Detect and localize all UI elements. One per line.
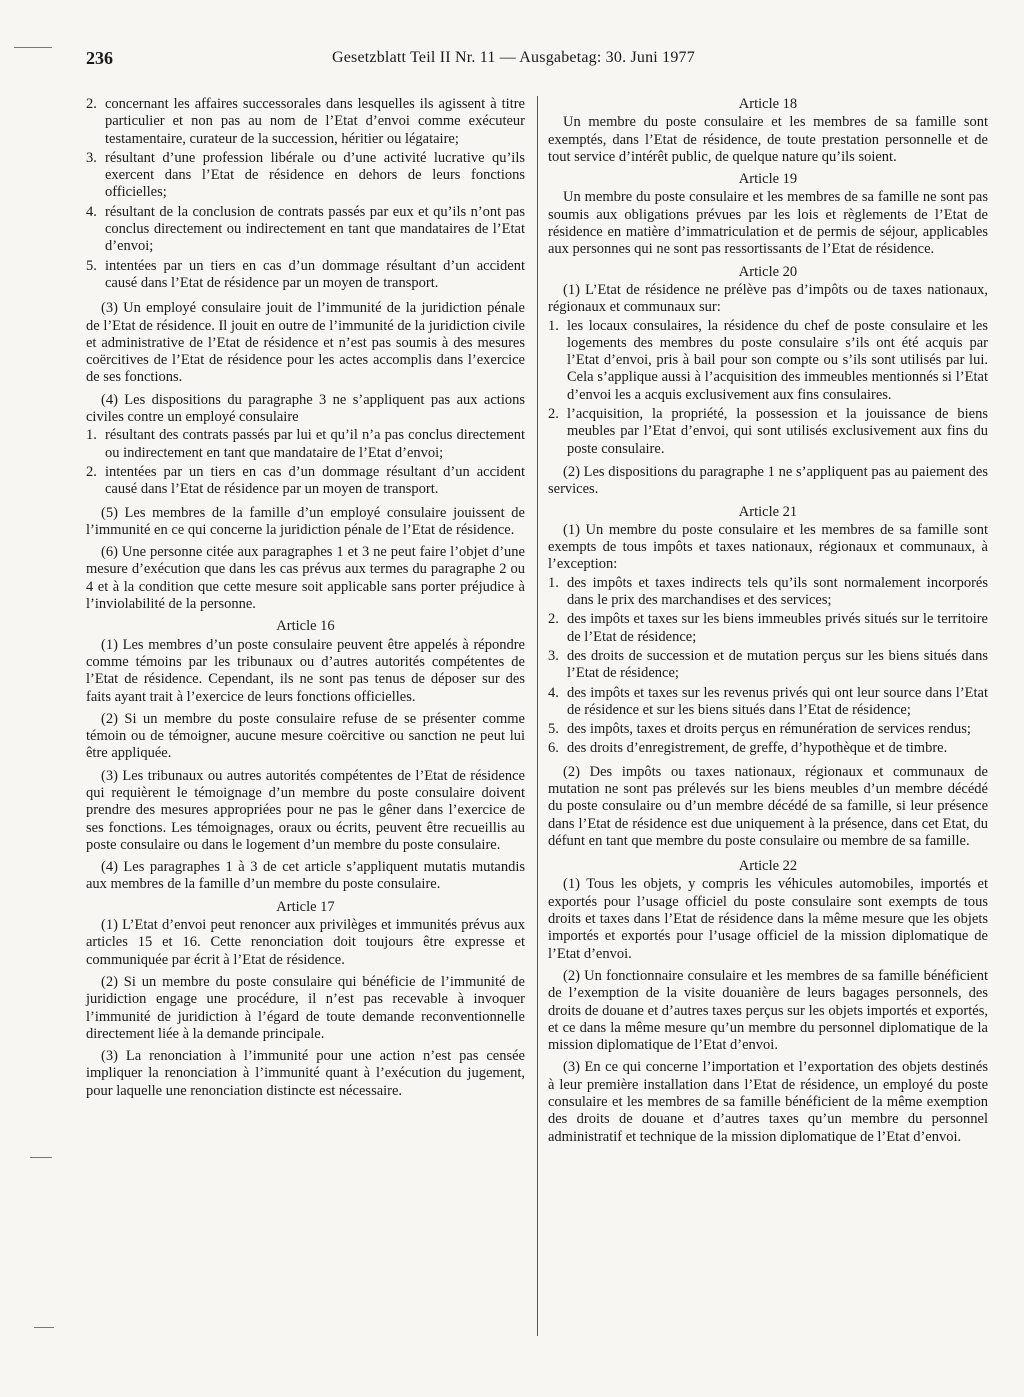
list-item	[86, 150, 525, 202]
right-column	[548, 96, 988, 1151]
list-item	[86, 258, 525, 293]
paragraph: (6) Une personne citée aux paragraphes 1 et 3 ne peut faire l’objet d’une mesure d’exécution que dans les cas prévus aux termes du paragraphe 2 ou 4 et à la condition que cette mesure soit applicable sans porter préjudice à l’inviolabilité de la personne.	[86, 544, 525, 613]
page-header	[86, 48, 994, 70]
paragraph: (1) Les membres d’un poste consulaire peuvent être appelés à répondre comme témoins par les tribunaux ou d’autres autorités compétentes de l’Etat de résidence. Cependant, ils ne sont pas tenus de déposer sur des faits ayant trait à l’exercice de leurs fonctions officielles.	[86, 636, 525, 705]
item-text: résultant d’une profession libérale ou d’une activité lucrative qu’ils exercent dans l’Etat de résidence en dehors de leurs fonctions officielles;	[105, 149, 525, 201]
paragraph: (2) Si un membre du poste consulaire qui bénéficie de l’immunité de juridiction engage une procédure, il n’est pas recevable à invoquer l’immunité de juridiction à l’égard de toute demande reconventionnelle directement liée à la demande principale.	[86, 973, 525, 1042]
paragraph: (3) La renonciation à l’immunité pour une action n’est pas censée impliquer la renonciation à l’immunité quant à l’exécution du jugement, pour laquelle une renonciation distincte est nécessaire.	[86, 1048, 525, 1099]
item-number: 2.	[548, 406, 559, 423]
item-text: des impôts et taxes sur les biens immeubles privés situés sur le territoire de l’Etat de résidence;	[567, 611, 988, 645]
paragraph: (2) Des impôts ou taxes nationaux, régionaux et communaux de mutation ne sont pas prélevés sur les biens meubles d’un membre décédé du poste consulaire ou d’un membre décédé de sa famille, si leur présence dans l’Etat de résidence est due uniquement à la présence, dans cet Etat, du défunt en tant que membre du poste consulaire ou membre de sa famille.	[548, 763, 988, 849]
item-number: 1.	[548, 317, 559, 334]
paragraph: (2) Si un membre du poste consulaire refuse de se présenter comme témoin ou de témoigner, aucune mesure coërcitive ou sanction ne peut lui être appliquée.	[86, 710, 525, 762]
item-number: 3.	[548, 647, 559, 664]
item-number: 2.	[86, 463, 97, 480]
item-number: 5.	[86, 257, 97, 274]
item-text: résultant des contrats passés par lui et qu’il n’a pas conclus directement ou indirectement en tant que mandataire de l’Etat d’envoi;	[105, 427, 525, 461]
article-heading: Article 21	[738, 503, 798, 520]
item-text: des impôts et taxes indirects tels qu’ils sont normalement incorporés dans le prix des marchandises et des services;	[567, 574, 988, 609]
item-number: 4.	[86, 203, 97, 220]
paragraph: (1) Tous les objets, y compris les véhicules automobiles, importés et exportés pour l’usage officiel du poste consulaire sont exempts de tous droits et taxes dans l’Etat de résidence dans la même mesure que les objets importés et exportés pour l’usage officiel de la mission diplomatique de l’Etat d’envoi.	[548, 876, 988, 962]
paragraph: (5) Les membres de la famille d’un employé consulaire jouissent de l’immunité en ce qui concerne la juridiction pénale de l’Etat de résidence.	[86, 504, 525, 538]
paragraph: (1) L’Etat d’envoi peut renoncer aux privilèges et immunités prévus aux articles 15 et 16. Cette renonciation doit toujours être expresse et communiquée par écrit à l’Etat de résidence.	[86, 917, 525, 968]
paragraph: (3) Les tribunaux ou autres autorités compétentes de l’Etat de résidence qui requièrent le témoignage d’un membre du poste consulaire doivent prendre des mesures appropriées pour ne pas le gêner dans l’exercice de ses fonctions. Les témoignages, oraux ou écrits, peuvent être recueillis au poste consulaire ou dans le logement d’un membre du poste consulaire.	[86, 767, 525, 853]
paragraph: Un membre du poste consulaire et les membres de sa famille sont exemptés, dans l’Etat de résidence, de toute prestation personnelle et de tout service d’intérêt public, de quelque nature qu’ils soient.	[548, 114, 988, 165]
list-item	[548, 406, 988, 458]
paragraph: (4) Les dispositions du paragraphe 3 ne s’appliquent pas aux actions civiles contre un employé consulaire	[86, 391, 525, 426]
item-text: l’acquisition, la propriété, la possession et la jouissance de biens meubles par l’Etat d’envoi, qui sont utilisés exclusivement aux fins du poste consulaire.	[567, 406, 988, 457]
list-item	[548, 721, 988, 738]
article-heading: Article 22	[738, 858, 798, 875]
paragraph: (1) Un membre du poste consulaire et les membres de sa famille sont exempts de tous impôts et taxes nationaux, régionaux et communaux, à l’exception:	[548, 521, 988, 573]
paragraph: (2) Un fonctionnaire consulaire et les membres de sa famille bénéficient de l’exemption de la visite douanière de leurs bagages personnels, des droits de douane et d’autres taxes perçus sur les objets importés et exportés, et ce dans la même mesure qu’un membre du personnel diplomatique de la mission diplomatique de l’Etat d’envoi.	[548, 967, 988, 1054]
item-text: concernant les affaires successorales dans lesquelles ils agissent à titre particulier et non pas au nom de l’Etat d’envoi comme exécuteur testamentaire, curateur de la succession, héritier ou légataire;	[105, 96, 525, 147]
paragraph: (4) Les paragraphes 1 à 3 de cet article s’appliquent mutatis mutandis aux membres de la famille d’un membre du poste consulaire.	[86, 859, 525, 893]
item-number: 5.	[548, 721, 559, 738]
item-number: 1.	[548, 574, 559, 591]
article-heading: Article 18	[738, 96, 798, 112]
item-number: 3.	[86, 149, 97, 166]
article-heading: Article 16	[276, 618, 335, 635]
article-heading: Article 17	[276, 898, 335, 915]
item-text: des droits de succession et de mutation perçus sur les biens situés dans l’Etat de résidence;	[567, 647, 988, 682]
item-text: résultant de la conclusion de contrats passés par eux et qu’ils n’ont pas conclus directement ou indirectement en tant que mandataires de l’Etat d’envoi;	[105, 203, 525, 255]
item-text: intentées par un tiers en cas d’un dommage résultant d’un accident causé dans l’Etat de résidence par un moyen de transport.	[105, 463, 525, 498]
margin-mark	[30, 1157, 52, 1158]
item-number: 4.	[548, 684, 559, 701]
item-number: 6.	[548, 740, 559, 757]
paragraph: (1) L’Etat de résidence ne prélève pas d’impôts ou de taxes nationaux, régionaux et communaux sur:	[548, 281, 988, 316]
paragraph: (2) Les dispositions du paragraphe 1 ne s’appliquent pas au paiement des services.	[548, 463, 988, 498]
list-item	[548, 648, 988, 683]
list-item	[548, 611, 988, 646]
list-item	[86, 464, 525, 499]
article-heading: Article 20	[738, 263, 798, 280]
article-heading: Article 19	[738, 171, 798, 188]
list-item	[548, 575, 988, 610]
left-column	[86, 96, 525, 1105]
item-text: les locaux consulaires, la résidence du chef de poste consulaire et les logements des membres du poste consulaire s’ils ont été acquis par l’Etat d’envoi, pris à bail pour son compte ou s’ils sont utilisés par lui. Cela s’applique aussi à l’acquisition des immeubles mentionnés si l’Etat d’envoi les a acquis exclusivement aux fins consulaires.	[567, 317, 988, 403]
margin-mark	[34, 1327, 54, 1328]
item-text: des impôts et taxes sur les revenus privés qui ont leur source dans l’Etat de résidence et sur les biens situés dans l’Etat de résidence;	[567, 684, 988, 718]
list-item	[86, 96, 525, 148]
gazette-title: Gesetzblatt Teil II Nr. 11 — Ausgabetag: 30. Juni 1977	[332, 49, 695, 66]
paragraph: (3) Un employé consulaire jouit de l’immunité de la juridiction pénale de l’Etat de résidence. Il jouit en outre de l’immunité de la juridiction civile et administrative de l’Etat de résidence et n’est pas soumis à des mesures coërcitives de l’Etat de résidence pour les actes accomplis dans l’exercice de ses fonctions.	[86, 300, 525, 386]
item-number: 1.	[86, 427, 97, 444]
paragraph: Un membre du poste consulaire et les membres de sa famille ne sont pas soumis aux obligations prévues par les lois et règlements de l’Etat de résidence en matière d’immatriculation et de permis de séjour, applicables aux personnes qui ne sont pas ressortissants de l’Etat de résidence.	[548, 189, 988, 258]
page-number: 236	[86, 48, 113, 68]
item-text: intentées par un tiers en cas d’un dommage résultant d’un accident causé dans l’Etat de résidence par un moyen de transport.	[105, 257, 525, 291]
item-text: des impôts, taxes et droits perçus en rémunération de services rendus;	[567, 721, 971, 738]
list-item	[86, 204, 525, 256]
list-item	[548, 318, 988, 404]
list-item	[548, 740, 988, 757]
paragraph: (3) En ce qui concerne l’importation et l’exportation des objets destinés à leur première installation dans l’Etat de résidence, un employé du poste consulaire et les membres de sa famille bénéficient de la même exemption des droits de douane et d’autres taxes qu’un membre du personnel administratif et technique de la mission diplomatique de l’Etat d’envoi.	[548, 1059, 988, 1145]
list-item	[86, 427, 525, 462]
item-number: 2.	[548, 611, 559, 628]
column-divider	[537, 96, 538, 1336]
item-text: des droits d’enregistrement, de greffe, d’hypothèque et de timbre.	[567, 740, 948, 757]
list-item	[548, 685, 988, 720]
margin-mark	[14, 47, 52, 48]
item-number: 2.	[86, 96, 97, 112]
